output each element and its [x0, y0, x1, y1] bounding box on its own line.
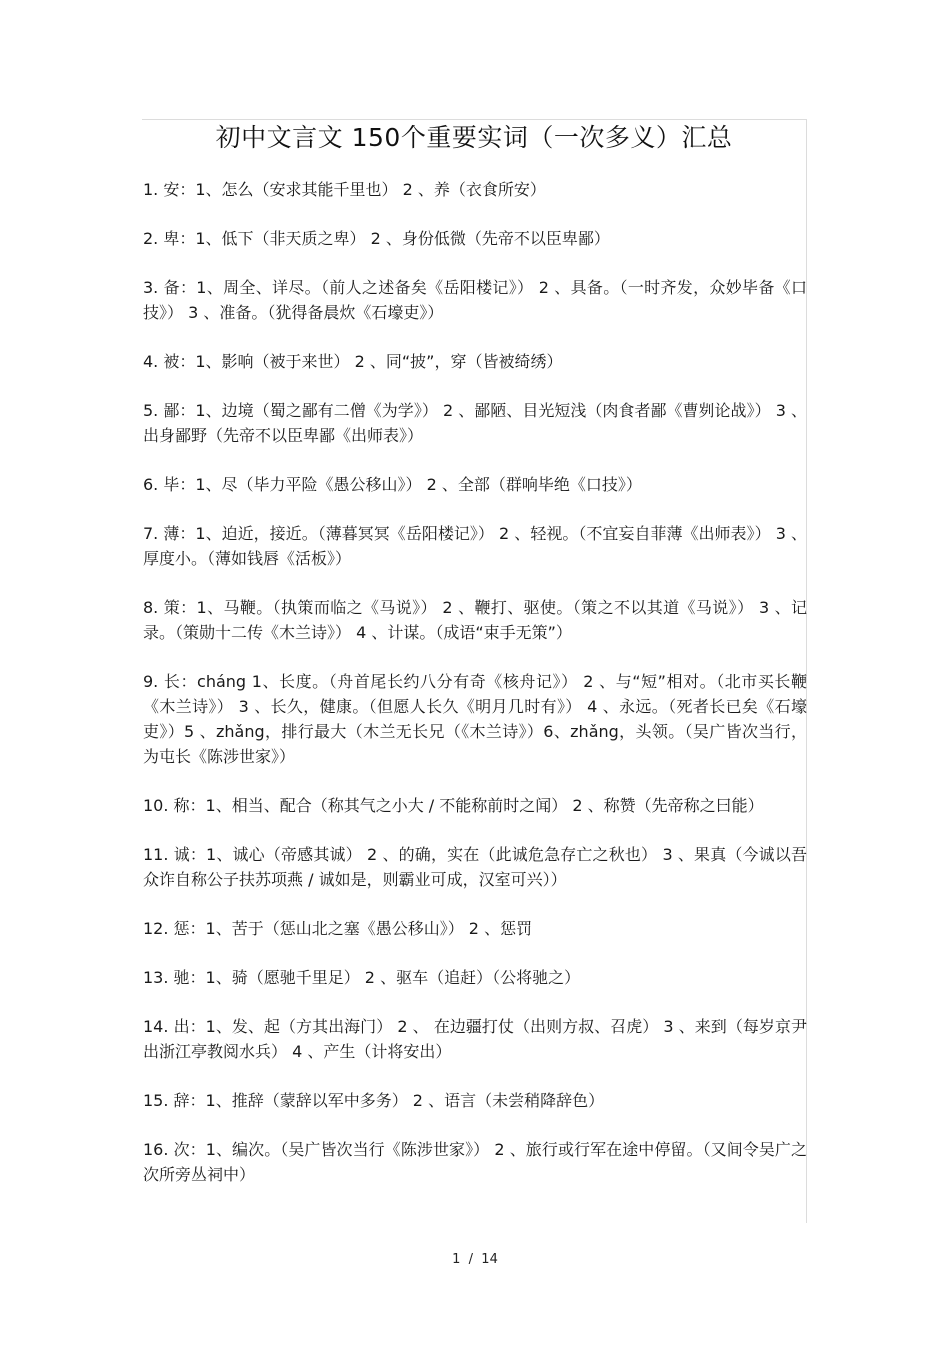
- entry-3-bei: 3. 备：1、周全、详尽。（前人之述备矣《岳阳楼记》） 2 、具备。（一时齐发，众妙毕备《口技》） 3 、准备。（犹得备晨炊《石壕吏》）: [143, 278, 807, 322]
- entry-1-an: 1. 安：1、怎么（安求其能千里也） 2 、养（衣食所安）: [143, 180, 546, 199]
- entry-15-ci: 15. 辞：1、推辞（蒙辞以军中多务） 2 、语言（未尝稍降辞色）: [143, 1091, 605, 1110]
- entry-13-chi: 13. 驰：1、骑（愿驰千里足） 2 、驱车（追赶）（公将驰之）: [143, 968, 581, 987]
- entry-9-chang: 9. 长：cháng 1、长度。（舟首尾长约八分有奇《核舟记》） 2 、与“短”相对。（北市买长鞭《木兰诗》） 3 、长久，健康。（但愿人长久《明月几时有》） 4 、永远。（死者长已矣《石壕吏》）5 、zhǎng，排行最大（木兰无长兄（《木兰诗》）6、zhǎng，头领。（吴广皆次当行，为屯长《陈涉世家》）: [143, 672, 807, 766]
- entry-list: [143, 177, 807, 1211]
- entry-5-bi: 5. 鄙：1、边境（蜀之鄙有二僧《为学》） 2 、鄙陋、目光短浅（肉食者鄙《曹刿论战》） 3 、出身鄙野（先帝不以臣卑鄙《出师表》）: [143, 401, 807, 445]
- entry-12-cheng: 12. 惩：1、苦于（惩山北之塞《愚公移山》） 2 、惩罚: [143, 919, 533, 938]
- entry-8-ce: 8. 策：1、马鞭。（执策而临之《马说》） 2 、鞭打、驱使。（策之不以其道《马说》） 3 、记录。（策勋十二传《木兰诗》） 4 、计谋。（成语“束手无策”）: [143, 598, 807, 642]
- entry-10-cheng: 10. 称：1、相当、配合（称其气之小大 / 不能称前时之闻） 2 、称赞（先帝称之曰能）: [143, 796, 764, 815]
- entry-2-bei: 2. 卑：1、低下（非天质之卑） 2 、身份低微（先帝不以臣卑鄙）: [143, 229, 610, 248]
- page-number: 1 / 14: [452, 1252, 498, 1267]
- entry-4-bei: 4. 被：1、影响（被于来世） 2 、同“披”，穿（皆被绮绣）: [143, 352, 563, 371]
- entry-11-cheng: 11. 诚：1、诚心（帝感其诚） 2 、的确，实在（此诚危急存亡之秋也） 3 、果真（今诚以吾众诈自称公子扶苏项燕 / 诚如是，则霸业可成，汉室可兴））: [143, 845, 807, 889]
- entry-16-ci: 16. 次：1、编次。（吴广皆次当行《陈涉世家》） 2 、旅行或行军在途中停留。（又间令吴广之次所旁丛祠中）: [143, 1140, 807, 1184]
- entry-6-bi: 6. 毕：1、尽（毕力平险《愚公移山》） 2 、全部（群响毕绝《口技》）: [143, 475, 642, 494]
- document-title: 初中文言文 150个重要实词（一次多义）汇总: [215, 123, 733, 152]
- entry-14-chu: 14. 出：1、发、起（方其出海门） 2 、 在边疆打仗（出则方叔、召虎） 3 、来到（每岁京尹出浙江亭教阅水兵） 4 、产生（计将安出）: [143, 1017, 807, 1061]
- entry-7-bo: 7. 薄：1、迫近，接近。（薄暮冥冥《岳阳楼记》） 2 、轻视。（不宜妄自菲薄《出师表》） 3 、厚度小。（薄如钱唇《活板》）: [143, 524, 807, 568]
